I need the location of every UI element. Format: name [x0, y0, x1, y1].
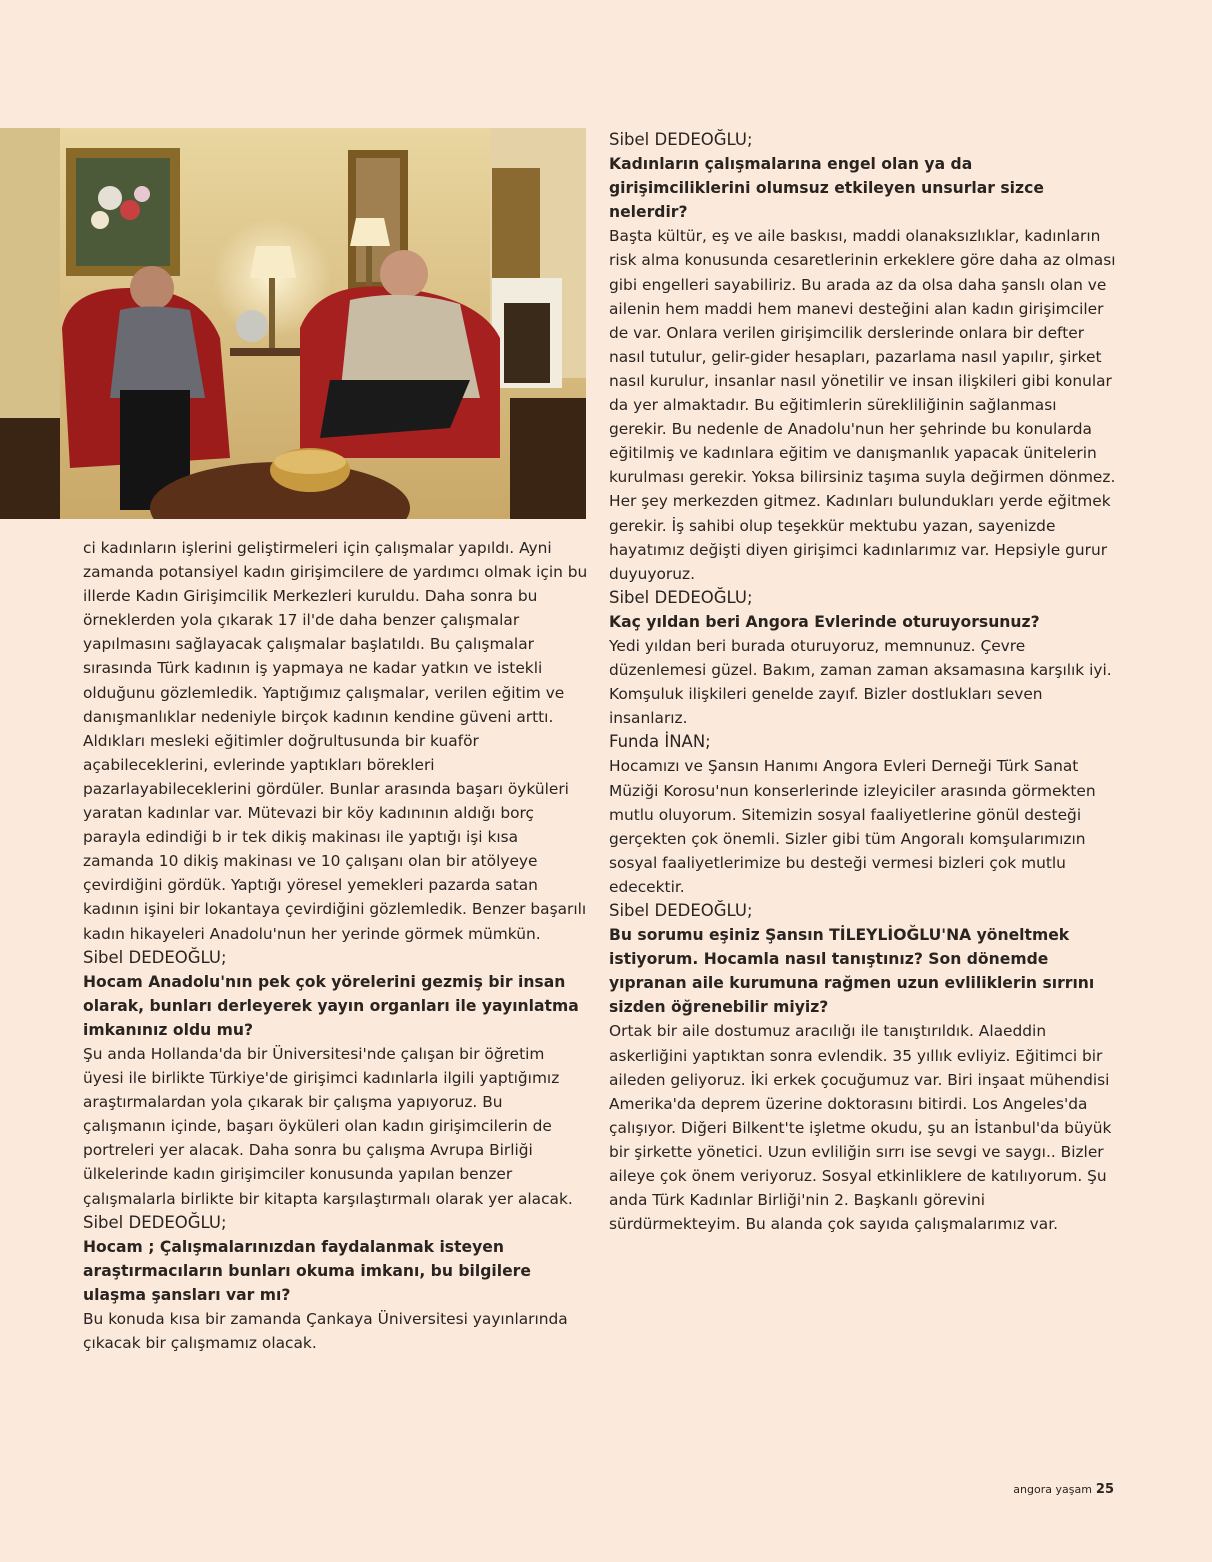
- interview-question: Hocam Anadolu'nın pek çok yörelerini gezmiş bir insan olarak, bunları derleyerek yayın organları ile yayınlatma imkanınız oldu mu?: [83, 972, 579, 1039]
- page-number: 25: [1095, 1482, 1114, 1497]
- magazine-name: angora yaşam: [1013, 1483, 1092, 1496]
- interview-question: Kadınların çalışmalarına engel olan ya da girişimciliklerini olumsuz etkileyen unsurlar sizce nelerdir?: [609, 155, 1044, 222]
- speaker-label: Sibel DEDEOĞLU;: [609, 901, 753, 920]
- speaker-label: Sibel DEDEOĞLU;: [609, 130, 753, 149]
- body-paragraph: Ortak bir aile dostumuz aracılığı ile tanıştırıldık. Alaeddin askerliğini yaptıktan sonra evlendik. 35 yıllık evliyiz. Eğitimci bir aileden geliyoruz. İki erkek çocuğumuz var. Biri inşaat mühendisi Amerika'da deprem üzerine doktorasını bitirdi. Los Angeles'da çalışıyor. Diğeri Bilkent'te işletme okudu, şu an İstanbul'da büyük bir şirkette yönetici. Uzun evliliğin sırrı ise sevgi ve saygı.. Bizler aileye çok önem veriyoruz. Sosyal etkinliklere de katılıyorum. Şu anda Türk Kadınlar Birliği'nin 2. Başkanlı görevini sürdürmekteyim. Bu alanda çok sayıda çalışmalarımız var.: [609, 1022, 1112, 1234]
- interview-photo: [0, 128, 586, 519]
- interview-question: Bu sorumu eşiniz Şansın TİLEYLİOĞLU'NA yöneltmek istiyorum. Hocamla nasıl tanıştınız? Son dönemde yıpranan aile kurumuna rağmen uzun evliliklerin sırrını sizden öğrenebilir miyiz?: [609, 926, 1095, 1017]
- body-paragraph: Yedi yıldan beri burada oturuyoruz, memnunuz. Çevre düzenlemesi güzel. Bakım, zaman zaman aksamasına karşılık iyi. Komşuluk ilişkileri genelde zayıf. Bizler dostlukları seven insanlarız.: [609, 636, 1112, 728]
- body-paragraph: Bu konuda kısa bir zamanda Çankaya Üniversitesi yayınlarında çıkacak bir çalışmamız olacak.: [83, 1310, 568, 1353]
- body-paragraph: Şu anda Hollanda'da bir Üniversitesi'nde çalışan bir öğretim üyesi ile birlikte Türkiye'de girişimci kadınlarla ilgili yaptığımız araştırmalardan yola çıkarak bir çalışma yapıyoruz. Bu çalışmanın içinde, başarı öyküleri olan kadın girişimcilerin de portreleri yer alacak. Daha sonra bu çalışma Avrupa Birliği ülkelerinde kadın girişimciler konusunda yapılan benzer çalışmalarla birlikte bir kitapta karşılaştırmalı olarak yer alacak.: [83, 1044, 573, 1208]
- speaker-label: Sibel DEDEOĞLU;: [83, 947, 227, 967]
- speaker-label: Sibel DEDEOĞLU;: [609, 587, 753, 607]
- body-paragraph: ci kadınların işlerini geliştirmeleri için çalışmalar yapıldı. Ayni zamanda potansiyel kadın girişimcilere de yardımcı olmak için bu illerde Kadın Girişimcilik Merkezleri kuruldu. Daha sonra bu örneklerden yola çıkarak 17 il'de daha benzer çalışmalar yapılmasını sağlayacak çalışmalar başlatıldı. Bu çalışmalar sırasında Türk kadının iş yapmaya ne kadar yatkın ve istekli olduğunu gözlemledik. Yaptığımız çalışmalar, verilen eğitim ve danışmanlıklar nedeniyle birçok kadının kendine güveni arttı. Aldıkları mesleki eğitimler doğrultusunda bir kuaför açabileceklerini, evlerinde yaptıkları börekleri pazarlayabileceklerini gördüler. Bunlar arasında başarı öyküleri yaratan kadınlar var. Mütevazi bir köy kadınının aldığı borç parayla edindiği b ir tek dikiş makinası ile yaptığı işi kısa zamanda 10 dikiş makinası ve 10 çalışanı olan bir atölyeye çevirdiğini gördük. Yaptığı yöresel yemekleri pazarda satan kadının işini bir lokantaya çevirdiğini gözlemledik. Benzer başarılı kadın hikayeleri Anadolu'nun her yerinde görmek mümkün.: [83, 539, 588, 943]
- speaker-label: Funda İNAN;: [609, 732, 711, 752]
- page-footer: [1013, 1482, 1114, 1497]
- interview-question: Hocam ; Çalışmalarınızdan faydalanmak isteyen araştırmacıların bunları okuma imkanı, bu bilgilere ulaşma şansları var mı?: [83, 1237, 531, 1304]
- left-column: [83, 536, 589, 1355]
- body-paragraph: Hocamızı ve Şansın Hanımı Angora Evleri Derneği Türk Sanat Müziği Korosu'nun konserlerinde izleyiciler arasında görmekten mutlu oluyorum. Sitemizin sosyal faaliyetlerine gönül desteği gerçekten çok önemli. Sizler gibi tüm Angoralı komşularımızın sosyal faaliyetlerimize bu desteği vermesi bizleri çok mutlu edecektir.: [609, 757, 1096, 896]
- interview-question: Kaç yıldan beri Angora Evlerinde oturuyorsunuz?: [609, 612, 1040, 631]
- right-column: [609, 128, 1119, 1236]
- body-paragraph: Başta kültür, eş ve aile baskısı, maddi olanaksızlıklar, kadınların risk alma konusunda cesaretlerinin erkeklere göre daha az olması gibi engelleri sayabiliriz. Bu arada az da olsa daha şanslı olan ve ailenin hem maddi hem manevi desteğini alan kadın girişimciler de var. Onlara verilen girişimcilik derslerinde onlara bir defter nasıl tutulur, gelir-gider hesapları, pazarlama nasıl yapılır, şirket nasıl kurulur, insanlar nasıl yönetilir ve insan ilişkileri gibi konular da yer almaktadır. Bu eğitimlerin sürekliliğinin sağlanması gerekir. Bu nedenle de Anadolu'nun her şehrinde bu konularda eğitilmiş ve kadınlara eğitim ve danışmanlık yapacak ünitelerin kurulması gerekir. Yoksa bilirsiniz taşıma suyla değirmen dönmez. Her şey merkezden gitmez. Kadınları bulundukları yerde eğitmek gerekir. İş sahibi olup teşekkür mektubu yazan, sayenizde hayatımız değişti diyen girişimci kadınlarımız var. Hepsiyle gurur duyuyoruz.: [609, 227, 1116, 583]
- portrait-photo-icon: [0, 128, 586, 519]
- speaker-label: Sibel DEDEOĞLU;: [83, 1212, 227, 1232]
